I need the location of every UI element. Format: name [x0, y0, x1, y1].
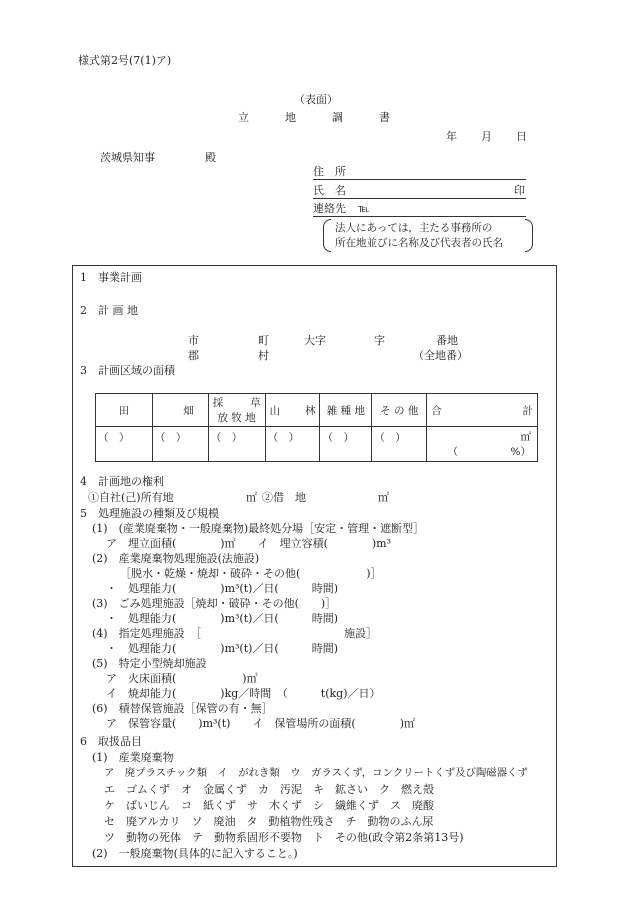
corporate-note	[323, 219, 533, 252]
hdr-forest: 山 林	[265, 394, 320, 427]
address-label: 住 所	[313, 165, 346, 178]
s6-line: (1) 産業廃棄物	[92, 751, 174, 764]
section-3-title: 3 計画区域の面積	[80, 364, 175, 377]
note-line-1: 法人にあっては，主たる事務所の	[335, 222, 493, 234]
s5-line: (4) 指定処理施設 ［ 施設］	[92, 627, 378, 640]
s6-line: ケ ばいじん コ 紙くず サ 木くず シ 繊維くず ス 廃酸	[104, 799, 434, 812]
addressee: 茨城県知事	[100, 151, 155, 164]
area-table	[95, 393, 538, 462]
s5-line: ・ 処理能力( )m³(t)／日( 時間)	[106, 612, 339, 625]
tel-icon: ℡	[358, 202, 370, 215]
loc-county: 郡	[188, 349, 199, 362]
area-value-row	[96, 427, 538, 462]
addressee-suffix: 殿	[205, 151, 216, 164]
total-percent: （ %）	[447, 446, 531, 458]
date-month: 月	[481, 130, 492, 143]
section-1-title: 1 事業計画	[80, 271, 142, 284]
s5-line: (5) 特定小型焼却施設	[92, 657, 207, 670]
s5-line: ・ 処理能力( )m³(t)／日( 時間)	[106, 582, 339, 595]
section-2-title: 2 計 画 地	[80, 304, 138, 317]
s5-line: ア 埋立面積( )㎡ イ 埋立容積( )m³	[106, 537, 392, 550]
s6-line: (2) 一般廃棄物(具体的に記入すること。)	[92, 847, 298, 860]
s6-line: ア 廃プラスチック類 イ がれき類 ウ ガラスくず，コンクリートくず及び陶磁器くず	[104, 767, 528, 779]
section-5-title: 5 処理施設の種類及び規模	[80, 507, 219, 520]
hdr-misc: 雑 種 地	[320, 394, 372, 427]
s5-line: (1) (産業廃棄物・一般廃棄物)最終処分場［安定・管理・遮断型］	[92, 522, 425, 535]
s6-line: セ 廃アルカリ ソ 廃油 タ 動植物性残さ チ 動物のふん尿	[104, 815, 434, 828]
loc-banchi: 番地	[436, 334, 458, 347]
note-line-2: 所在地並びに名称及び代表者の氏名	[335, 237, 503, 249]
title-char-2: 地	[285, 111, 296, 124]
s6-line: エ ゴムくず オ 金属くず カ 汚泥 キ 鉱さい ク 燃え殻	[104, 783, 434, 796]
val-pasture: （ ）	[208, 427, 265, 462]
seal-mark: 印	[514, 184, 525, 197]
hdr-field: 畑	[152, 394, 208, 427]
val-misc: （ ）	[320, 427, 372, 462]
contact-line	[313, 216, 526, 217]
title-char-3: 調	[332, 111, 343, 124]
total-unit: ㎡	[520, 431, 531, 443]
bracket-left	[323, 219, 331, 252]
hdr-rice: 田	[96, 394, 153, 427]
leased-land-label: ②借 地	[262, 491, 306, 504]
date-day: 日	[516, 130, 527, 143]
loc-village: 村	[258, 349, 269, 362]
loc-all-lots: （全地番）	[413, 349, 468, 362]
loc-town: 町	[258, 334, 269, 347]
s5-line: (3) ごみ処理施設［焼却・破砕・その他( )］	[92, 597, 337, 610]
hdr-total: 合 計	[427, 394, 538, 427]
s5-line: ［脱水・乾燥・焼却・破砕・その他( )］	[120, 567, 382, 580]
val-rice: （ ）	[96, 427, 153, 462]
leased-land-unit: ㎡	[378, 491, 389, 504]
s5-line: (6) 積替保管施設［保管の有・無］	[92, 702, 273, 715]
loc-oaza: 大字	[304, 334, 326, 347]
s5-line: ・ 処理能力( )m³(t)／日( 時間)	[106, 642, 339, 655]
val-other: （ ）	[372, 427, 427, 462]
front-label: （表面）	[294, 93, 338, 106]
contact-label: 連絡先	[313, 202, 346, 215]
hdr-pasture: 採 草 放 牧 地	[208, 394, 265, 427]
date-year: 年	[446, 130, 457, 143]
s5-line: イ 焼却能力( )kg／時間 （ t(kg)／日）	[106, 687, 381, 700]
s5-line: ア 保管容量( )m³(t) イ 保管場所の面積( )㎡	[106, 717, 416, 730]
loc-city: 市	[188, 334, 199, 347]
own-land-label: ①自社(己)所有地	[88, 491, 174, 504]
area-header-row	[96, 394, 538, 427]
own-land-unit: ㎡	[246, 491, 257, 504]
s5-line: (2) 産業廃棄物処理施設(法施設)	[92, 552, 260, 565]
title-char-4: 書	[379, 111, 390, 124]
section-4-title: 4 計画地の権利	[80, 475, 164, 488]
s5-line: ア 火床面積( )㎡	[106, 672, 258, 685]
hdr-other: そ の 他	[372, 394, 427, 427]
name-label: 氏 名	[313, 184, 346, 197]
s6-line: ツ 動物の死体 テ 動物系固形不要物 ト その他(政令第2条第13号)	[104, 831, 464, 844]
section-6-title: 6 取扱品目	[80, 735, 142, 748]
bracket-right	[525, 219, 533, 252]
address-line	[313, 179, 526, 180]
val-field: （ ）	[152, 427, 208, 462]
form-number: 様式第2号(7(1)ア)	[78, 54, 172, 67]
title-char-1: 立	[238, 111, 249, 124]
val-forest: （ ）	[265, 427, 320, 462]
name-line	[313, 198, 526, 199]
loc-aza: 字	[374, 334, 385, 347]
val-total	[427, 427, 538, 462]
